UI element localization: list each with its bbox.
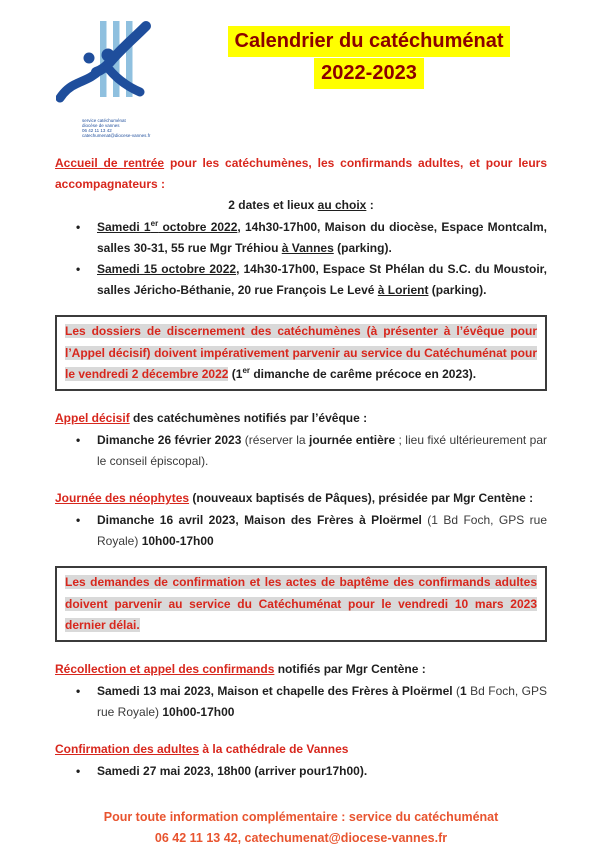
section-appel-decisif xyxy=(55,408,547,471)
logo-caption xyxy=(82,118,164,138)
event-date: Samedi 15 octobre 2022 xyxy=(97,262,237,277)
section-heading-confirmation xyxy=(55,739,547,760)
text-run: , 14h30-17h00, Maison du diocèse, Espace Montcalm, salles 30-31, 55 rue Mgr Tréhiou xyxy=(97,219,547,255)
section-heading-recollection xyxy=(55,659,547,680)
text-run: Samedi 1 xyxy=(97,219,151,234)
text-run: ( xyxy=(452,683,461,698)
document-header xyxy=(56,20,548,138)
bullet-marker: • xyxy=(76,433,81,448)
text-run: (parking). xyxy=(428,282,487,297)
text-run: notifiés par Mgr Centène : xyxy=(274,662,426,677)
section-confirmation xyxy=(55,739,547,781)
text-run: (nouveaux baptisés de Pâques), présidée par Mgr Centène : xyxy=(189,491,534,506)
document-title-line2: 2022-2023 xyxy=(314,58,424,89)
section-heading-appel xyxy=(55,408,547,429)
bullet-item-confirmation xyxy=(76,761,547,782)
section-accueil xyxy=(55,153,547,300)
bullet-item-appel xyxy=(76,430,547,471)
logo-caption-line: catechumenat@diocese-vannes.fr xyxy=(82,133,151,138)
event-place: à Vannes xyxy=(281,240,334,255)
text-run: (parking). xyxy=(333,240,392,255)
document-title-line1: Calendrier du catéchuménat xyxy=(228,26,511,57)
text-run: ; lieu fixé ultérieurement par le conseil épiscopal). xyxy=(97,433,547,468)
bullet-marker: • xyxy=(76,512,81,527)
text-run: 1 xyxy=(460,683,467,698)
bullet-item-date1 xyxy=(76,217,547,258)
text-run: Confirmation des adultes xyxy=(55,742,200,757)
diocese-logo xyxy=(56,20,164,138)
text-run: à la cathédrale de Vannes xyxy=(199,742,349,757)
section-heading-neophytes xyxy=(55,488,547,509)
notice-highlighted-text: Les dossiers de discernement des catéchumènes (à présenter à l’évêque pour l’Appel décisif) doivent impérativement parvenir au service du Catéchuménat pour le vendredi 2 décembre 2022 xyxy=(65,324,537,382)
logo-caption-line: service catéchuménat xyxy=(82,118,126,123)
bullet-text xyxy=(97,510,547,551)
event-date xyxy=(97,220,237,234)
footer-contact-line2: 06 42 11 13 42, catechumenat@diocese-vannes.fr xyxy=(154,831,448,846)
event-place: à Lorient xyxy=(377,282,429,297)
diocese-logo-icon xyxy=(56,20,161,112)
footer-contact-line1: Pour toute information complémentaire : service du catéchuménat xyxy=(103,810,499,825)
notice-box-dossiers xyxy=(55,315,547,391)
notice-box-confirmation xyxy=(55,566,547,642)
text-run: Récollection et appel des confirmands xyxy=(55,662,275,677)
text-run: Journée des néophytes xyxy=(55,491,190,506)
notice-highlighted-text: Les demandes de confirmation et les actes de baptême des confirmands adultes doivent parvenir au service du Catéchuménat pour le vendredi 10 mars 2023 dernier délai. xyxy=(65,575,537,632)
text-run: , 14h30-17h00, Espace St Phélan du S.C. du Moustoir, salles Jéricho-Béthanie, 20 rue François Le Levé xyxy=(97,262,547,297)
text-run: journée entière xyxy=(309,433,396,448)
bullet-item-recollection xyxy=(76,681,547,722)
footer-contact xyxy=(55,807,547,848)
dates-subtitle xyxy=(55,195,547,216)
bullet-marker: • xyxy=(76,683,81,698)
text-run: er xyxy=(150,218,159,228)
logo-caption-line: 06 42 11 13 42 xyxy=(82,128,112,133)
bullet-marker: • xyxy=(76,219,81,234)
document-body xyxy=(55,153,547,848)
event-date: Samedi 13 mai 2023, Maison et chapelle des Frères à Ploërmel xyxy=(97,683,453,698)
bullet-text xyxy=(97,217,547,258)
bullet-text: Samedi 27 mai 2023, 18h00 (arriver pour17h00). xyxy=(97,763,368,778)
event-time: 10h00-17h00 xyxy=(162,704,235,719)
text-run: (réserver la xyxy=(241,433,309,448)
document-title xyxy=(164,20,548,89)
text-run: dimanche de carême précoce en 2023). xyxy=(250,367,477,382)
bullet-marker: • xyxy=(76,763,81,778)
text-run: : xyxy=(366,198,374,213)
text-run: des catéchumènes notifiés par l’évêque : xyxy=(129,411,368,426)
bullet-text xyxy=(97,430,547,471)
bullet-item-date2 xyxy=(76,259,547,300)
event-date: Dimanche 16 avril 2023, Maison des Frères à Ploërmel xyxy=(97,512,422,527)
logo-caption-line: diocèse de vannes xyxy=(82,123,120,128)
text-run: pour les catéchumènes, les confirmands adultes, et pour leurs accompagnateurs : xyxy=(55,156,547,191)
event-time: 10h00-17h00 xyxy=(141,533,214,548)
bullet-item-neophytes xyxy=(76,510,547,551)
section-recollection xyxy=(55,659,547,722)
text-run: er xyxy=(242,366,251,376)
text-run: au choix xyxy=(317,198,367,213)
bullet-marker: • xyxy=(76,262,81,277)
text-run: Appel décisif xyxy=(55,411,130,426)
bullet-text xyxy=(97,259,547,300)
text-run: 2 dates et lieux xyxy=(228,198,318,213)
text-run: octobre 2022 xyxy=(158,219,238,234)
section-heading-accueil xyxy=(55,153,547,194)
text-run: (1 xyxy=(228,367,243,382)
text-run: Accueil de rentrée xyxy=(55,156,165,170)
bullet-text xyxy=(97,681,547,722)
text-run: (1 Bd Foch, GPS rue Royale) xyxy=(97,512,548,548)
section-neophytes xyxy=(55,488,547,551)
event-date: Dimanche 26 février 2023 xyxy=(97,433,242,448)
text-run: Bd Foch, GPS rue Royale) xyxy=(97,683,547,719)
